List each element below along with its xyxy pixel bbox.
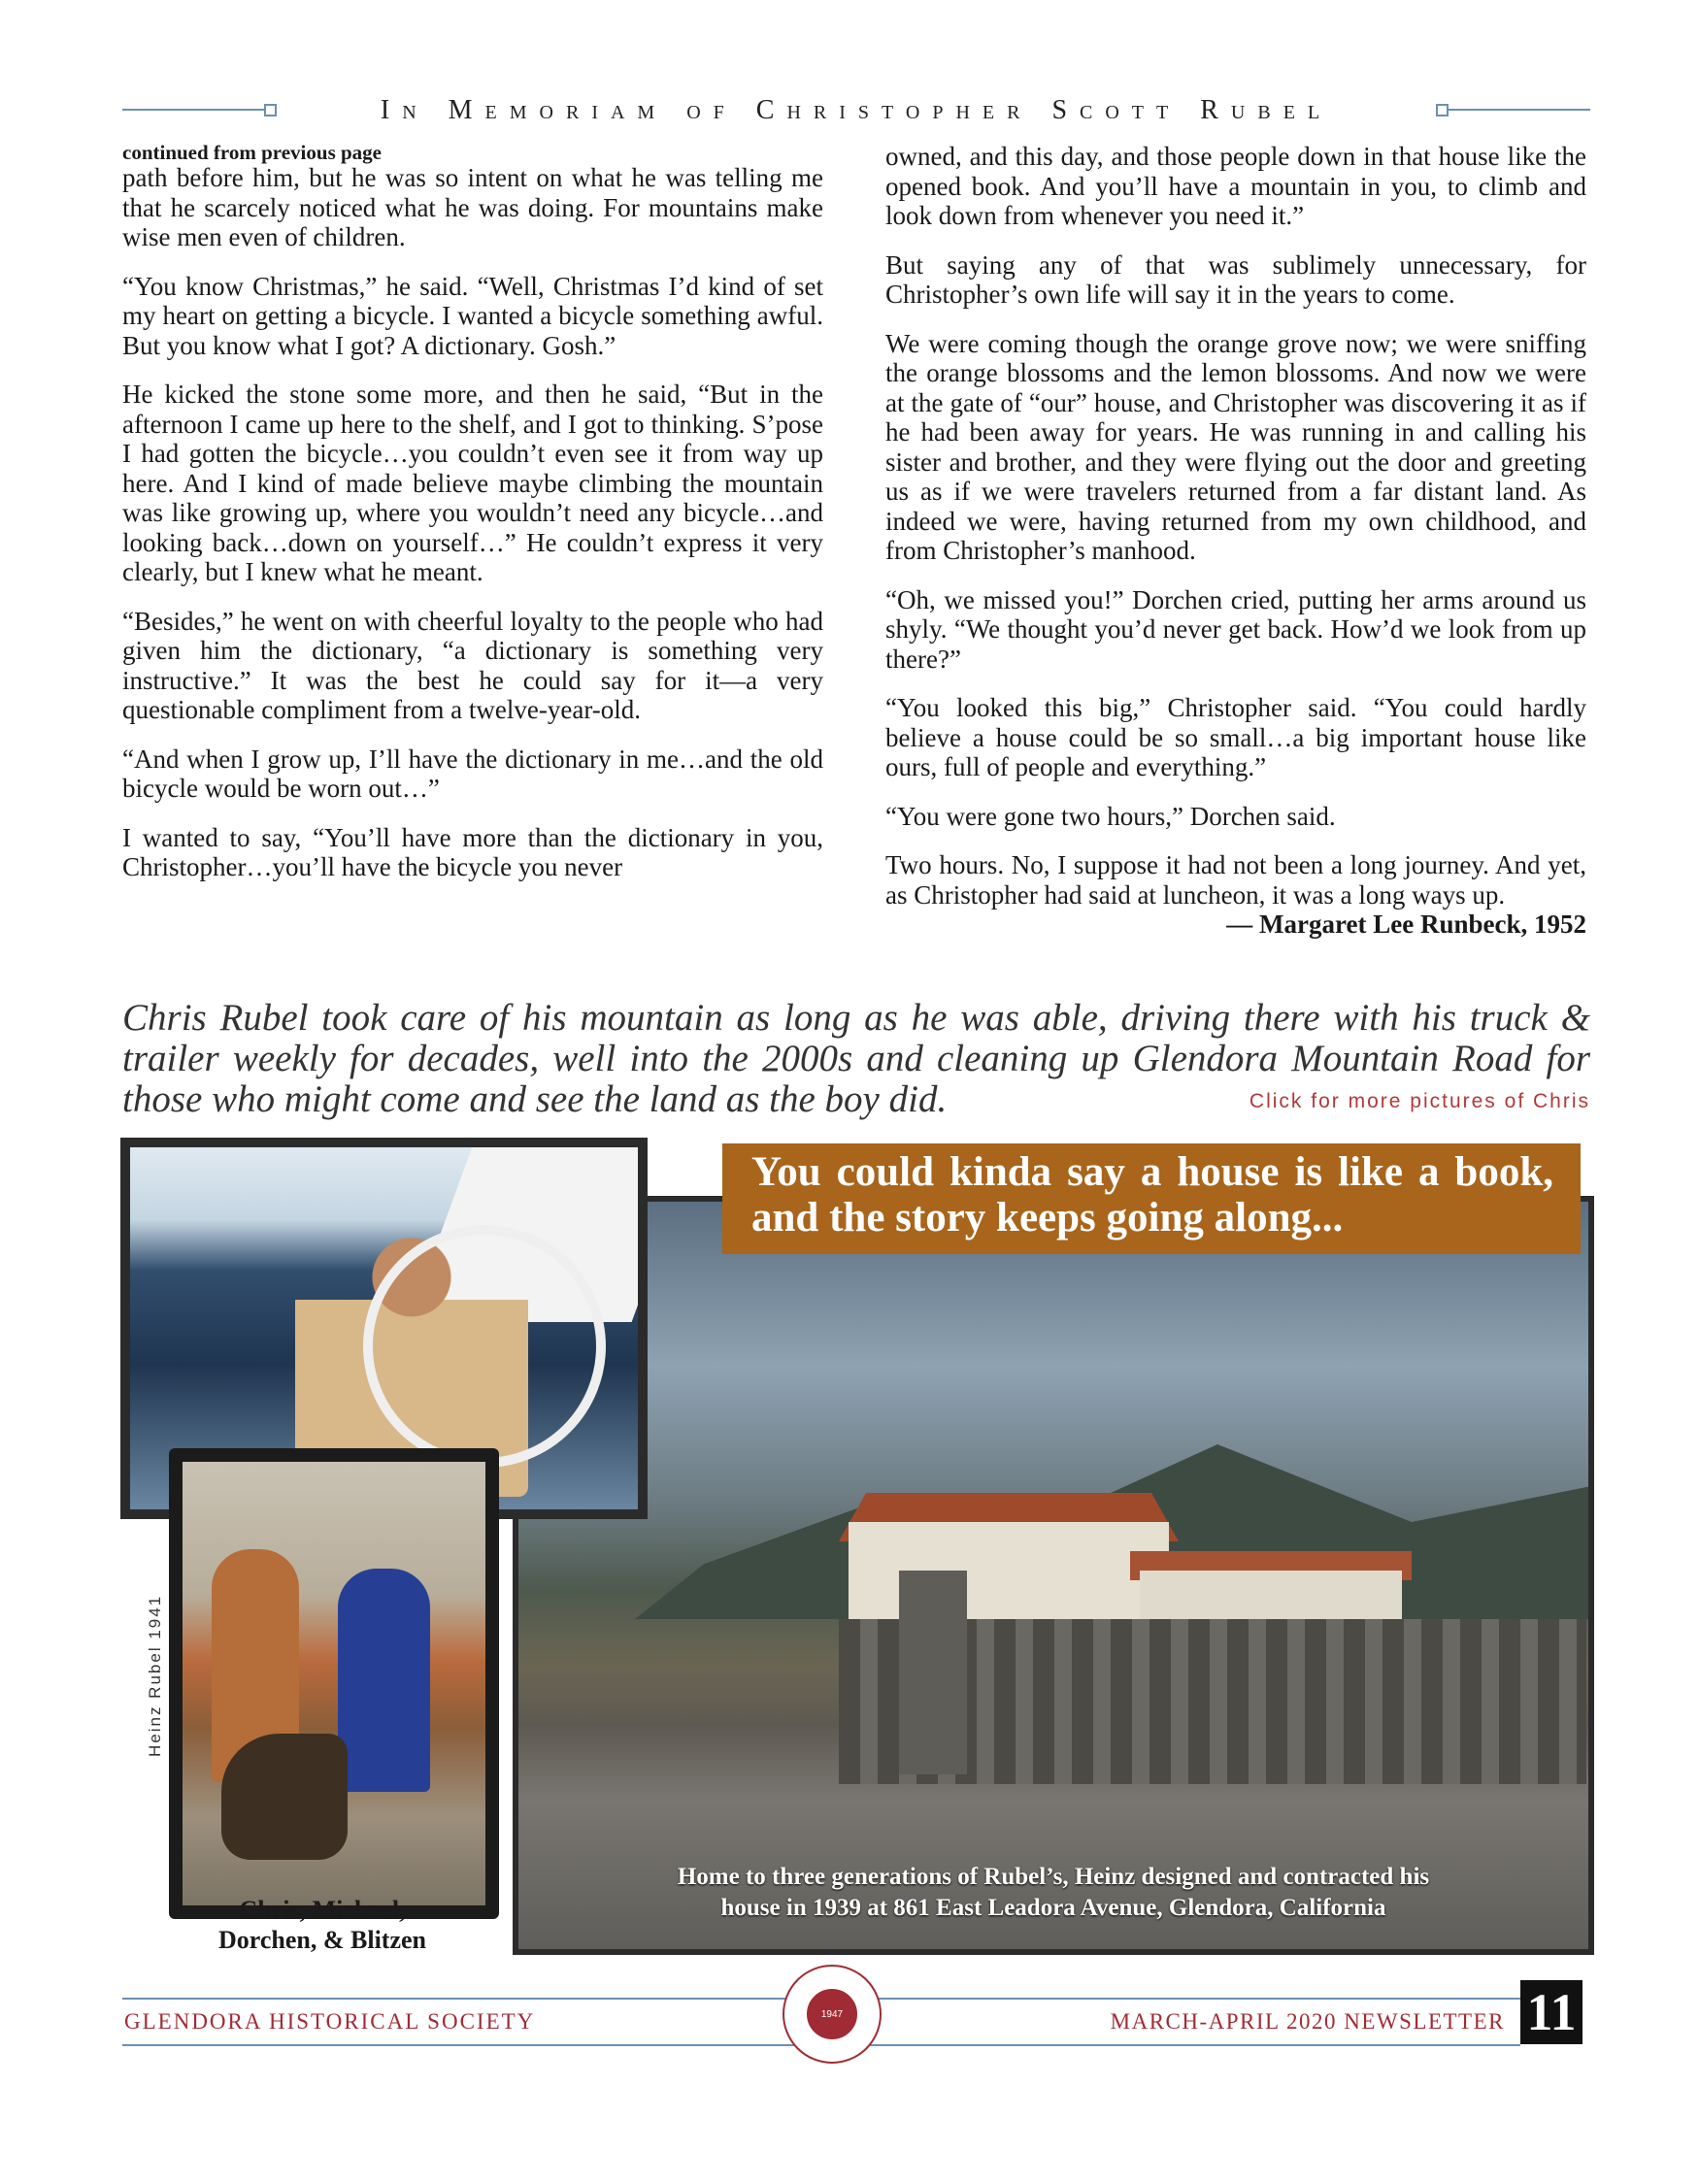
seal-year: 1947 — [820, 2009, 844, 2020]
children-caption-line: Dorchen, & Blitzen — [218, 1926, 426, 1954]
paragraph: owned, and this day, and those people down in that house like the opened book. And you’ll have a mountain in you, to climb and look down from whenever you need it.” — [885, 142, 1586, 230]
header-ornament-right — [1436, 104, 1449, 116]
header-ornament-left — [264, 104, 277, 116]
paragraph: But saying any of that was sublimely unnecessary, for Christopher’s own life will say it in the years to come. — [885, 249, 1586, 309]
paragraph: “And when I grow up, I’ll have the dictionary in me…and the old bicycle would be worn out…” — [122, 744, 823, 803]
page-number: 11 — [1520, 1980, 1582, 2044]
paragraph: “Oh, we missed you!” Dorchen cried, putting her arms around us shyly. “We thought you’d never get back. How’d we look from up there?” — [885, 584, 1586, 674]
right-column — [885, 142, 1586, 940]
ship-wheel — [363, 1225, 606, 1468]
header-rule-left — [122, 109, 264, 111]
house-caption-line: house in 1939 at 861 East Leadora Avenue, Glendora, California — [720, 1895, 1386, 1921]
paragraph: I wanted to say, “You’ll have more than the dictionary in you, Christopher…you’ll have the bicycle you never — [122, 822, 823, 881]
gate-pillar — [899, 1571, 967, 1774]
house-photo — [513, 1196, 1594, 1955]
more-pictures-link[interactable]: Click for more pictures of Chris — [1249, 1090, 1590, 1112]
children-photo — [169, 1448, 499, 1919]
society-seal-logo — [783, 1965, 882, 2064]
child-blue-shirt — [338, 1569, 430, 1792]
author-signature: — Margaret Lee Runbeck, 1952 — [1226, 910, 1586, 939]
photo-credit: Heinz Rubel 1941 — [146, 1594, 164, 1757]
society-name: GLENDORA HISTORICAL SOCIETY — [124, 2009, 536, 2034]
paragraph: “Besides,” he went on with cheerful loyalty to the people who had given him the dictionary, “a dictionary is something very instructive.” It was the best he could say for it—a very questionable compliment from a twelve-year-old. — [122, 606, 823, 724]
closing-text: Two hours. No, I suppose it had not been a long journey. And yet, as Christopher had said at luncheon, it was a long ways up. — [885, 850, 1586, 910]
dog — [221, 1734, 348, 1860]
page-header — [122, 95, 1590, 134]
house-caption-line: Home to three generations of Rubel’s, Heinz designed and contracted his — [677, 1864, 1430, 1890]
memorial-caption: Chris Rubel took care of his mountain as long as he was able, driving there with his truck & trailer weekly for decades, well into the 2000s and cleaning up Glendora Mountain Road for those who might come and see the land as the boy did. — [122, 997, 1590, 1120]
paragraph: “You know Christmas,” he said. “Well, Christmas I’d kind of set my heart on getting a bicycle. I wanted a bicycle something awful. But you know what I got? A dictionary. Gosh.” — [122, 271, 823, 360]
left-column — [122, 142, 823, 902]
paragraph: path before him, but he was so intent on what he was telling me that he scarcely noticed what he was doing. For mountains make wise men even of children. — [122, 163, 823, 251]
children-caption — [171, 1895, 474, 1955]
paragraph: “You were gone two hours,” Dorchen said. — [885, 801, 1336, 831]
children-caption-line: Chris, Michael, — [239, 1896, 406, 1924]
closing-paragraph — [885, 850, 1586, 939]
paragraph: He kicked the stone some more, and then he said, “But in the afternoon I came up here to the shelf, and I got to thinking. S’pose I had gotten the bicycle…you couldn’t even see it from way up here. And I kind of made believe maybe climbing the mountain was like growing up, where you wouldn’t need any bicycle…and looking back…down on yourself…” He couldn’t express it very clearly, but I knew what he meant. — [122, 380, 823, 586]
house-caption — [518, 1862, 1588, 1924]
continued-note: continued from previous page — [122, 141, 382, 164]
paragraph: We were coming though the orange grove now; we were sniffing the orange blossoms and the lemon blossoms. And now we were at the gate of “our” house, and Christopher was discovering it as if he had been away for years. He was running in and calling his sister and brother, and they were flying out the door and greeting us as if we were travelers returned from a far distant land. As indeed we were, having returned from my own childhood, and from Christopher’s manhood. — [885, 328, 1586, 565]
paragraph: “You looked this big,” Christopher said. “You could hardly believe a house could be so small…a big important house like ours, full of people and everything.” — [885, 693, 1586, 781]
pull-quote: You could kinda say a house is like a book, and the story keeps going along... — [722, 1143, 1581, 1254]
header-title: In Memoriam of Christopher Scott Rubel — [380, 95, 1333, 125]
newsletter-issue: MARCH-APRIL 2020 NEWSLETTER — [1110, 2009, 1505, 2034]
header-rule-right — [1449, 109, 1590, 111]
